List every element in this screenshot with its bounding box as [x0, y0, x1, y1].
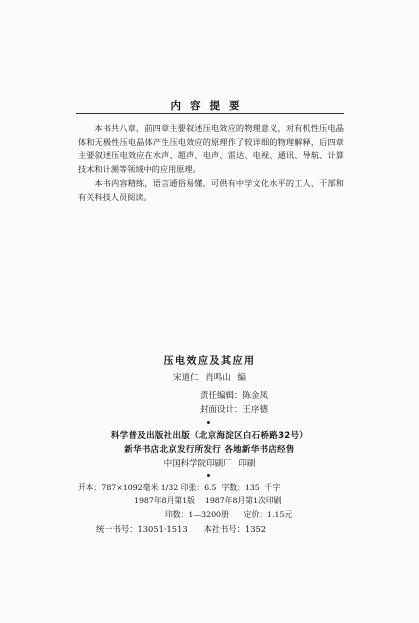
edition-info: 1987年8月第1版 1987年8月第1次印刷 [134, 496, 282, 505]
print-run-price: 印数：1—3200册 定价：1.15元 [165, 510, 293, 519]
summary-divider [76, 113, 344, 114]
responsible-editor: 责任编辑：陈金凤 [200, 391, 269, 401]
summary-paragraph-1: 本书共八章，前四章主要叙述压电效应的物理意义，对有机性压电晶体和无极性压电晶体产生压电效应的原理作了较详细的物理解释，后四章主要叙述压电效应在水声、超声、电声、雷达、电视、通讯、导航、计算技术和计测等领域中的应用原理。 [78, 123, 344, 174]
distributor-line: 新华书店北京发行所发行 各地新华书店经售 [124, 445, 295, 455]
separator-dot [207, 474, 210, 477]
publisher-line: 科学普及出版社出版（北京海淀区白石桥路32号） [110, 431, 309, 441]
cover-designer: 封面设计：王序德 [200, 405, 269, 415]
summary-paragraph-2: 本书内容精练，语言通俗易懂，可供有中学文化水平的工人、干部和有关科技人员阅读。 [78, 178, 344, 202]
separator-dot [207, 421, 210, 424]
book-numbers: 统一书号：13051·1513 本社书号：1352 [96, 524, 267, 534]
summary-body [78, 122, 344, 205]
format-specs: 开本：787×1092毫米 1/32 印张：6.5 字数：135 千字 [78, 483, 281, 492]
printer-line: 中国科学院印刷厂 印刷 [163, 459, 256, 469]
summary-heading: 内容提要 [170, 100, 249, 112]
book-title: 压电效应及其应用 [163, 356, 256, 367]
authors: 宋道仁 肖鸣山 编 [173, 373, 246, 383]
